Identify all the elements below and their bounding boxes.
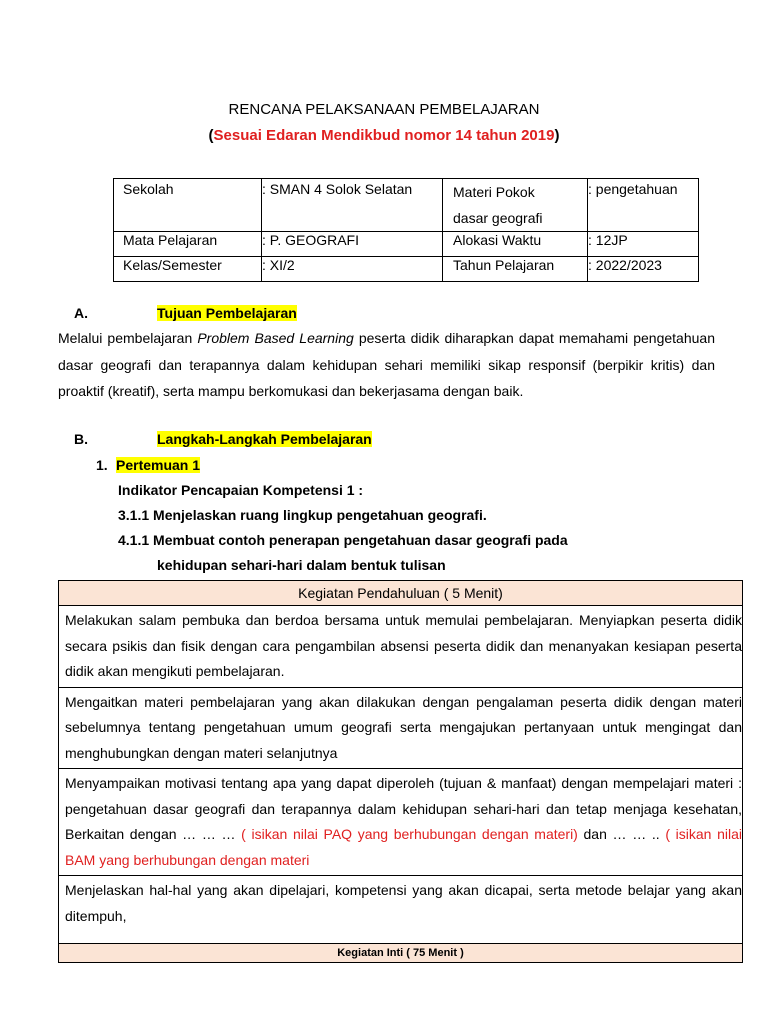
- indicator-2-cont: kehidupan sehari-hari dalam bentuk tulisan: [157, 557, 446, 573]
- section-a-letter: A.: [74, 305, 88, 321]
- label-materi: [443, 179, 588, 232]
- document-title: RENCANA PELAKSANAAN PEMBELAJARAN: [228, 101, 540, 118]
- identity-table: [113, 178, 699, 282]
- paq-note: ( isikan nilai PAQ yang berhubungan dengan materi): [241, 826, 578, 842]
- section-b-heading: Langkah-Langkah Pembelajaran: [157, 431, 372, 447]
- section-a-heading: Tujuan Pembelajaran: [157, 305, 297, 321]
- activity-row-4: Menjelaskan hal-hal yang akan dipelajari, kompetensi yang akan dicapai, serta metode belajar yang akan ditempuh,: [59, 876, 743, 944]
- label-tahun: Tahun Pelajaran: [443, 257, 588, 282]
- section-a-text: Melalui pembelajaran Problem Based Learning peserta didik diharapkan dapat memahami pengetahuan dasar geografi dan terapannya dalam kehidupan sehari memiliki sikap responsif (berpikir kritis) dan proaktif (kreatif), serta mampu berkomukasi dan bekerjasama dengan baik.: [58, 330, 715, 399]
- value-materi: : pengetahuan: [588, 179, 699, 232]
- subtitle-reference: Sesuai Edaran Mendikbud nomor 14 tahun 2019: [213, 127, 555, 144]
- activity-row-2: Mengaitkan materi pembelajaran yang akan dilakukan dengan pengalaman peserta didik dengan materi sebelumnya tentang pengetahuan umum geografi serta mengajukan pertanyaan untuk mengingat dan menghubungkan dengan materi selanjutnya: [59, 687, 743, 769]
- document-subtitle: [0, 127, 768, 144]
- activity-footer: Kegiatan Inti ( 75 Menit ): [59, 944, 743, 963]
- value-materi-cont: dasar geografi: [453, 210, 543, 226]
- subtitle-close: ): [554, 127, 560, 144]
- value-tahun: : 2022/2023: [588, 257, 699, 282]
- indicator-1: 3.1.1 Menjelaskan ruang lingkup pengetahuan geografi.: [118, 507, 487, 523]
- label-kelas: Kelas/Semester: [114, 257, 262, 282]
- value-mapel: : P. GEOGRAFI: [262, 232, 443, 257]
- indicator-heading: Indikator Pencapaian Kompetensi 1 :: [118, 482, 364, 498]
- activity-table: [58, 580, 743, 963]
- subtitle-open: (: [208, 127, 214, 144]
- value-kelas: : XI/2: [262, 257, 443, 282]
- indicator-2: 4.1.1 Membuat contoh penerapan pengetahuan dasar geografi pada: [118, 532, 568, 548]
- label-mapel: Mata Pelajaran: [114, 232, 262, 257]
- activity-row-3: Menyampaikan motivasi tentang apa yang dapat diperoleh (tujuan & manfaat) dengan mempelajari materi : pengetahuan dasar geografi dan terapannya dalam kehidupan sehari-hari dan tetap menjaga kesehatan, Berkaitan dengan … … … ( isikan nilai PAQ yang berhubungan dengan materi) dan … … .. ( isikan nilai BAM yang berhubungan dengan materi: [59, 769, 743, 876]
- value-alokasi: : 12JP: [588, 232, 699, 257]
- activity-row-1: Melakukan salam pembuka dan berdoa bersama untuk memulai pembelajaran. Menyiapkan peserta didik secara psikis dan fisik dengan cara pengambilan absensi peserta didik dan menanyakan kesiapan peserta didik akan mengikuti pembelajaran.: [59, 606, 743, 688]
- section-b-letter: B.: [74, 431, 88, 447]
- label-materi-text: Materi Pokok: [453, 184, 535, 200]
- bam-note: ( isikan nilai BAM yang berhubungan dengan materi: [65, 826, 742, 868]
- meeting-number: 1.: [96, 457, 108, 473]
- activity-header: Kegiatan Pendahuluan ( 5 Menit): [59, 581, 743, 606]
- label-sekolah: Sekolah: [114, 179, 262, 232]
- meeting-title: Pertemuan 1: [116, 457, 201, 473]
- label-alokasi: Alokasi Waktu: [443, 232, 588, 257]
- value-sekolah: : SMAN 4 Solok Selatan: [262, 179, 443, 232]
